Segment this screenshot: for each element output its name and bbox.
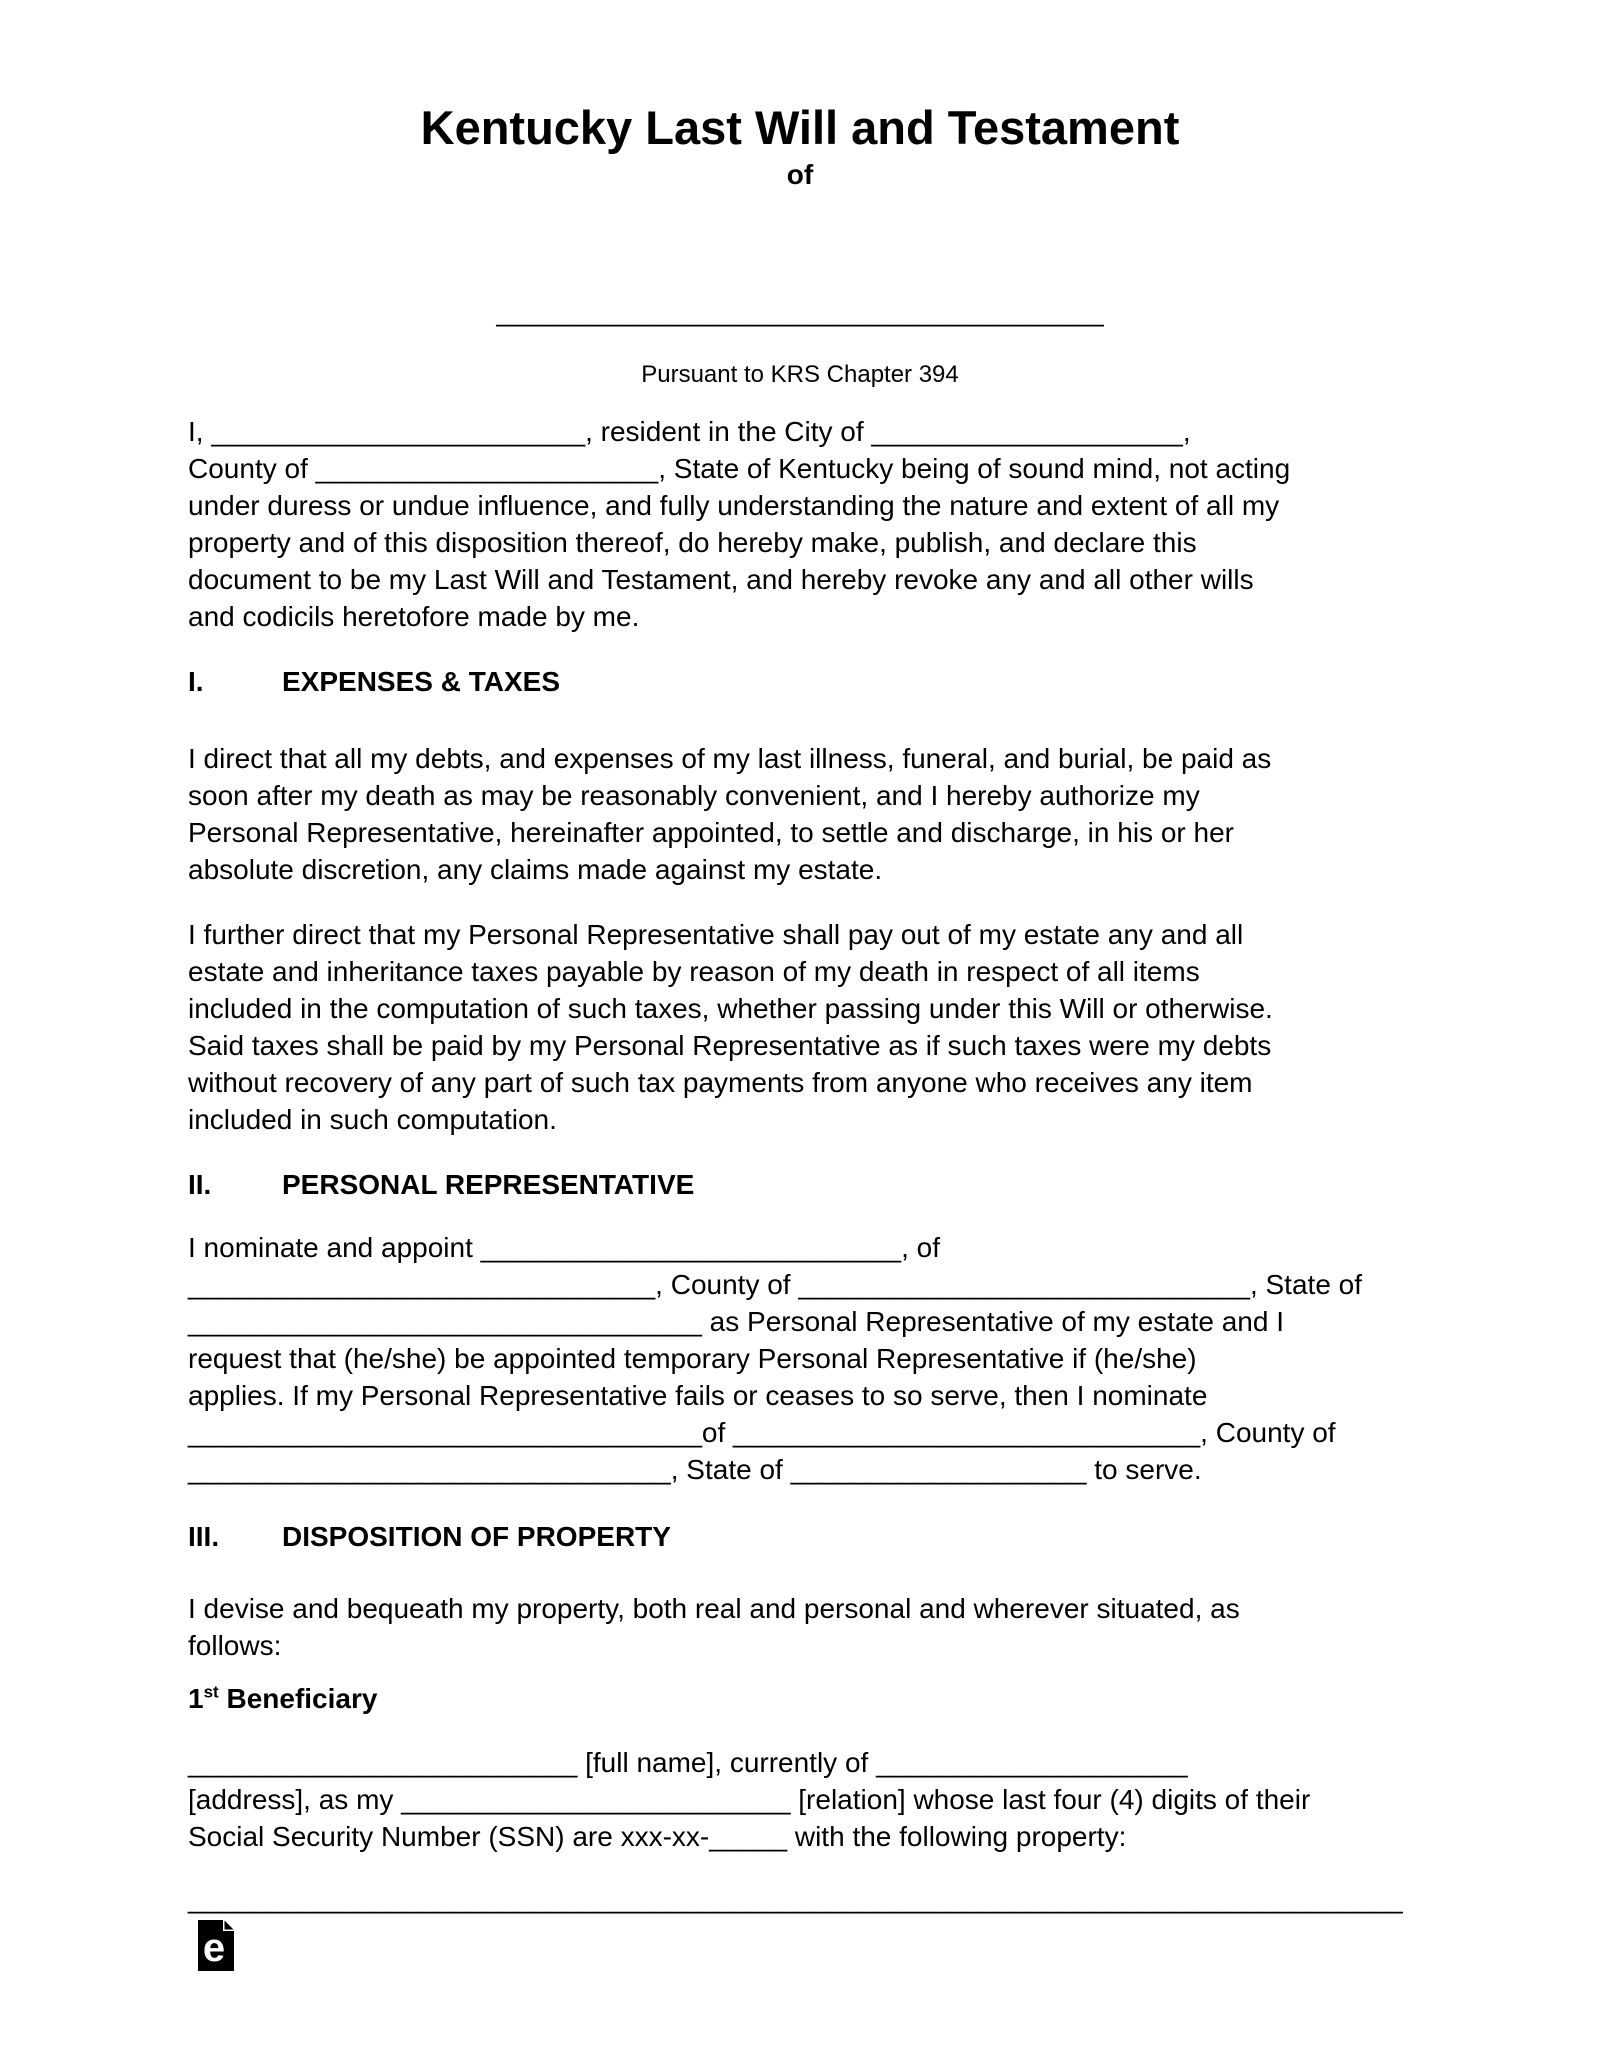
text-line: Said taxes shall be paid by my Personal Representative as if such taxes were my debts — [188, 1030, 1272, 1061]
text-line: [address], as my _________________________ [relation] whose last four (4) digits of their — [188, 1784, 1311, 1815]
property-blank-line: ______________________________________________________________________________ — [188, 1883, 1403, 1914]
section-heading-label: EXPENSES & TAXES — [282, 666, 561, 697]
text-line: soon after my death as may be reasonably convenient, and I hereby authorize my — [188, 780, 1200, 811]
text-line: I, ________________________, resident in the City of ____________________, — [188, 416, 1191, 447]
testator-name-blank: _______________________________________ — [496, 296, 1104, 327]
text-line: ______________________________, County of _____________________________, State of — [188, 1269, 1363, 1300]
section-heading-label: PERSONAL REPRESENTATIVE — [282, 1169, 695, 1200]
text-line: _________________________________of ______________________________, County of — [188, 1417, 1336, 1448]
section-heading-label: DISPOSITION OF PROPERTY — [282, 1521, 671, 1552]
section-numeral: III. — [188, 1521, 220, 1552]
section-numeral: II. — [188, 1169, 212, 1200]
text-line: absolute discretion, any claims made against my estate. — [188, 854, 883, 885]
text-line: I devise and bequeath my property, both real and personal and wherever situated, as — [188, 1593, 1240, 1624]
beneficiary-label: Beneficiary — [226, 1683, 378, 1714]
text-line: I nominate and appoint ___________________________, of — [188, 1232, 941, 1263]
beneficiary-number: 1 — [188, 1683, 204, 1714]
personal-representative-paragraph — [188, 1229, 1412, 1488]
text-line: _________________________________ as Personal Representative of my estate and I — [188, 1306, 1284, 1337]
text-line: document to be my Last Will and Testament, and hereby revoke any and all other wills — [188, 564, 1254, 595]
page-title: Kentucky Last Will and Testament — [420, 101, 1180, 154]
section-heading-expenses-taxes — [188, 663, 1412, 700]
text-line: Social Security Number (SSN) are xxx-xx-_____ with the following property: — [188, 1821, 1127, 1852]
text-line: included in such computation. — [188, 1104, 557, 1135]
expenses-paragraph-2 — [188, 916, 1412, 1138]
text-line: and codicils heretofore made by me. — [188, 601, 640, 632]
text-line: _________________________ [full name], currently of ____________________ — [188, 1747, 1188, 1778]
title-subtitle: of — [786, 159, 814, 190]
text-line: included in the computation of such taxes, whether passing under this Will or otherwise. — [188, 993, 1273, 1024]
eforms-logo-icon — [198, 1920, 235, 1971]
intro-paragraph — [188, 413, 1412, 635]
text-line: follows: — [188, 1630, 282, 1661]
text-line: I further direct that my Personal Representative shall pay out of my estate any and all — [188, 919, 1244, 950]
text-line: applies. If my Personal Representative fails or ceases to so serve, then I nominate — [188, 1380, 1208, 1411]
text-line: _______________________________, State of ___________________ to serve. — [188, 1454, 1202, 1485]
text-line: I direct that all my debts, and expenses of my last illness, funeral, and burial, be paid as — [188, 743, 1272, 774]
expenses-paragraph-1 — [188, 740, 1412, 888]
text-line: under duress or undue influence, and fully understanding the nature and extent of all my — [188, 490, 1280, 521]
statute-line: Pursuant to KRS Chapter 394 — [641, 361, 959, 388]
section-heading-personal-representative — [188, 1166, 1412, 1203]
beneficiary-paragraph — [188, 1744, 1412, 1855]
text-line: without recovery of any part of such tax payments from anyone who receives any item — [188, 1067, 1253, 1098]
text-line: property and of this disposition thereof, do hereby make, publish, and declare this — [188, 527, 1197, 558]
logo-letter: e — [202, 1926, 226, 1970]
text-line: estate and inheritance taxes payable by reason of my death in respect of all items — [188, 956, 1200, 987]
section-heading-disposition-of-property — [188, 1518, 1412, 1555]
text-line: Personal Representative, hereinafter appointed, to settle and discharge, in his or her — [188, 817, 1234, 848]
first-beneficiary-heading — [188, 1680, 1412, 1717]
text-line: request that (he/she) be appointed temporary Personal Representative if (he/she) — [188, 1343, 1197, 1374]
section-numeral: I. — [188, 666, 204, 697]
folded-corner — [225, 1921, 234, 1930]
disposition-paragraph — [188, 1590, 1412, 1664]
text-line: County of ______________________, State of Kentucky being of sound mind, not acting — [188, 453, 1291, 484]
beneficiary-ordinal: st — [203, 1682, 219, 1702]
